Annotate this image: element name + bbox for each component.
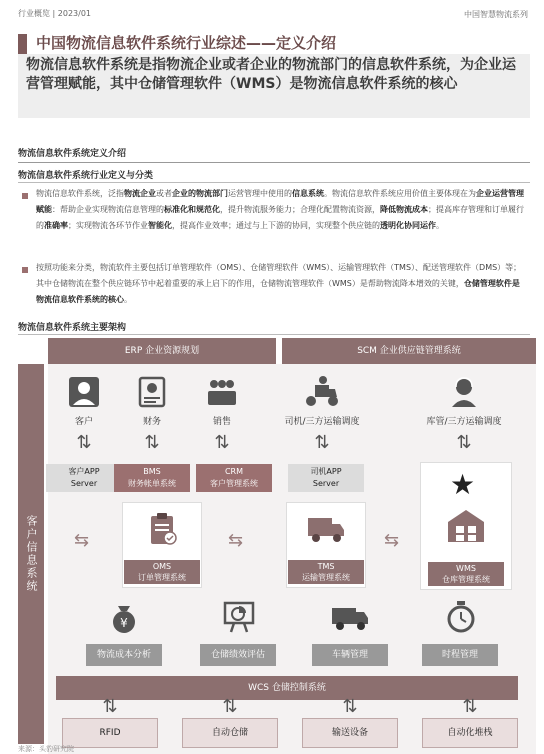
feature-vehicle-management: 车辆管理 <box>312 644 388 666</box>
box-line: 运输管理系统 <box>302 573 350 582</box>
paragraph-definition: 物流信息软件系统，泛指物流企业或者企业的物流部门运营管理中使用的信息系统。物流信息软件系统应用价值主要体现在为企业运营管理赋能：帮助企业实现物流信息管理的标准化和规范化，提升物流服务能力；合理化配置物流资源，降低物流成本；提高库存管理和订单履行的准确率；实现物流各环节作业智能化，提高作业效率；通过与上下游的协同，实现整个供应链的透明化协同运作。 <box>36 189 524 230</box>
money-bag-icon <box>108 600 140 638</box>
customer-icon <box>64 372 104 412</box>
arrow-updown-icon: ⇅ <box>456 432 472 453</box>
title-accent-bar <box>18 34 27 54</box>
arrow-updown-icon: ⇅ <box>314 432 330 453</box>
arrow-updown-icon: ⇅ <box>102 696 118 717</box>
feature-schedule-management: 时程管理 <box>422 644 498 666</box>
box-line: WMS <box>456 564 476 573</box>
section-divider <box>18 334 530 335</box>
section-divider <box>18 162 530 163</box>
actor-label-driver: 司机/三方运输调度 <box>284 417 360 427</box>
star-icon: ★ <box>450 468 476 501</box>
box-line: OMS <box>152 562 172 571</box>
actor-label-customer: 客户 <box>74 417 93 427</box>
wcs-band: WCS 仓储控制系统 <box>56 676 518 700</box>
bullet-square <box>22 193 28 199</box>
summary-text: 物流信息软件系统是指物流企业或者企业的物流部门的信息软件系统，为企业运营管理赋能，其中仓储管理软件（WMS）是物流信息软件系统的核心 <box>26 57 516 92</box>
feature-warehouse-performance: 仓储绩效评估 <box>200 644 276 666</box>
box-line: CRM <box>224 467 244 476</box>
vehicle-icon <box>330 602 370 636</box>
erp-band: ERP 企业资源规划 <box>48 338 276 364</box>
box-line: 客户APP <box>68 467 100 476</box>
device-conveyor: 输送设备 <box>302 718 398 748</box>
arrow-updown-icon: ⇅ <box>144 432 160 453</box>
box-line: 财务帐单系统 <box>128 479 176 488</box>
tms-label <box>288 560 364 584</box>
arrow-updown-icon: ⇅ <box>76 432 92 453</box>
section-heading-classification: 物流信息软件系统行业定义与分类 <box>18 171 154 181</box>
box-line: Server <box>70 479 98 488</box>
arrow-leftright-icon: ⇆ <box>74 530 90 551</box>
section-divider <box>18 182 530 183</box>
header-series-label: 中国智慧物流系列 <box>464 10 528 19</box>
arrow-updown-icon: ⇅ <box>462 696 478 717</box>
device-auto-stacker: 自动化堆栈 <box>422 718 518 748</box>
box-line: 司机APP <box>310 467 342 476</box>
customer-app-box <box>46 464 122 492</box>
box-line: Server <box>312 479 340 488</box>
box-line: TMS <box>317 562 335 571</box>
paragraph-classification: 按照功能来分类，物流软件主要包括订单管理软件（OMS）、仓储管理软件（WMS）、运输管理软件（TMS）、配送管理软件（DMS）等；其中仓储物流在整个供应链环节中起着重要的承上启下的作用，仓储物流管理软件（WMS）是帮助物流降本增效的关键，仓储管理软件是物流信息软件系统的核心。 <box>36 263 522 304</box>
customer-info-system-bar: 客户信息系统 <box>18 364 44 744</box>
box-line: 客户管理系统 <box>210 479 258 488</box>
scm-band: SCM 企业供应链管理系统 <box>282 338 536 364</box>
arrow-leftright-icon: ⇆ <box>384 530 400 551</box>
actor-label-warehouse-keeper: 库管/三方运输调度 <box>426 417 502 427</box>
arrow-leftright-icon: ⇆ <box>228 530 244 551</box>
arrow-updown-icon: ⇅ <box>222 696 238 717</box>
warehouse-keeper-icon <box>444 372 484 412</box>
performance-board-icon <box>222 600 256 638</box>
sales-icon <box>202 372 242 412</box>
truck-icon <box>306 514 346 548</box>
delivery-scooter-icon <box>302 372 342 412</box>
svg-text:¥: ¥ <box>120 616 128 630</box>
bullet-square <box>22 267 28 273</box>
warehouse-icon <box>446 508 486 548</box>
device-auto-storage: 自动仓储 <box>182 718 278 748</box>
finance-icon <box>132 372 172 412</box>
section-heading-architecture: 物流信息软件系统主要架构 <box>18 323 127 333</box>
order-checklist-icon <box>148 512 178 550</box>
wms-label <box>428 562 504 586</box>
feature-cost-analysis: 物流成本分析 <box>86 644 162 666</box>
actor-label-finance: 财务 <box>142 417 161 427</box>
source-note: 来源：头豹研究院 <box>18 745 74 753</box>
stopwatch-icon <box>444 600 478 638</box>
arrow-updown-icon: ⇅ <box>214 432 230 453</box>
header-section-label: 行业概览 | 2023/01 <box>18 9 92 18</box>
driver-app-box <box>288 464 364 492</box>
box-line: 仓库管理系统 <box>442 575 490 584</box>
device-rfid: RFID <box>62 718 158 748</box>
box-line: 订单管理系统 <box>138 573 186 582</box>
bms-box <box>114 464 190 492</box>
arrow-updown-icon: ⇅ <box>342 696 358 717</box>
oms-label <box>124 560 200 584</box>
page-title: 中国物流信息软件系统行业综述——定义介绍 <box>36 34 337 52</box>
actor-label-sales: 销售 <box>212 417 231 427</box>
crm-box <box>196 464 272 492</box>
section-heading-definition: 物流信息软件系统定义介绍 <box>18 149 127 159</box>
box-line: BMS <box>143 467 161 476</box>
